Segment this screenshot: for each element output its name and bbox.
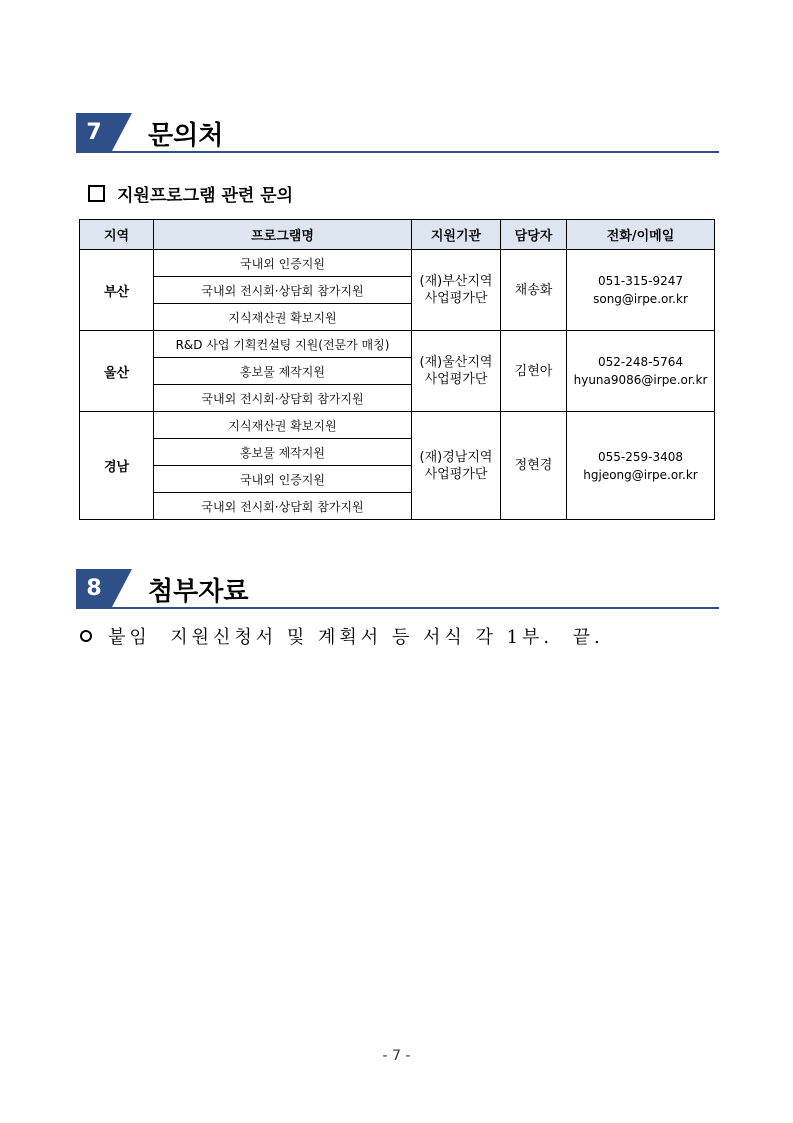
manager-cell: 김현아 bbox=[501, 331, 567, 412]
phone-number: 051-315-9247 bbox=[597, 274, 683, 288]
attachment-line bbox=[80, 623, 604, 649]
section-number: 8 bbox=[76, 569, 112, 607]
email-link[interactable]: song@irpe.or.kr bbox=[593, 292, 688, 306]
contact-cell bbox=[567, 412, 715, 520]
section-title: 문의처 bbox=[148, 121, 224, 151]
agency-name: (재)부산지역 bbox=[419, 274, 493, 289]
contact-cell bbox=[567, 331, 715, 412]
table-row bbox=[80, 412, 715, 439]
subheading-text: 지원프로그램 관련 문의 bbox=[117, 186, 294, 206]
program-cell: 국내외 전시회·상담회 참가지원 bbox=[154, 493, 412, 520]
section-title: 첨부자료 bbox=[148, 577, 249, 607]
region-cell: 부산 bbox=[80, 250, 154, 331]
header-agency: 지원기관 bbox=[412, 220, 501, 250]
checkbox-icon bbox=[88, 185, 105, 202]
agency-cell bbox=[412, 412, 501, 520]
section-divider bbox=[76, 607, 719, 609]
attachment-text: 붙임 지원신청서 및 계획서 등 서식 각 1부. 끝. bbox=[108, 627, 604, 648]
phone-number: 055-259-3408 bbox=[597, 449, 683, 464]
program-cell: 국내외 인증지원 bbox=[154, 466, 412, 493]
phone-number: 052-248-5764 bbox=[597, 355, 683, 369]
program-cell: R&D 사업 기획컨설팅 지원(전문가 매칭) bbox=[154, 331, 412, 358]
agency-name: (재)울산지역 bbox=[419, 355, 493, 370]
program-cell: 홍보물 제작지원 bbox=[154, 358, 412, 385]
section-header-attachments bbox=[76, 569, 719, 609]
email-link[interactable]: hgjeong@irpe.or.kr bbox=[583, 467, 698, 482]
header-region: 지역 bbox=[80, 220, 154, 250]
section-number: 7 bbox=[76, 113, 112, 151]
section-header-contact bbox=[76, 113, 719, 153]
agency-cell bbox=[412, 250, 501, 331]
program-cell: 지식재산권 확보지원 bbox=[154, 412, 412, 439]
program-cell: 국내외 전시회·상담회 참가지원 bbox=[154, 385, 412, 412]
page-number: - 7 - bbox=[382, 1048, 411, 1064]
agency-name: (재)경남지역 bbox=[419, 449, 493, 465]
region-cell: 경남 bbox=[80, 412, 154, 520]
table-row bbox=[80, 331, 715, 358]
circle-bullet-icon bbox=[80, 630, 92, 642]
program-cell: 홍보물 제작지원 bbox=[154, 439, 412, 466]
program-cell: 국내외 인증지원 bbox=[154, 250, 412, 277]
agency-cell bbox=[412, 331, 501, 412]
table-header-row bbox=[80, 220, 715, 250]
email-link[interactable]: hyuna9086@irpe.or.kr bbox=[573, 373, 708, 387]
agency-unit: 사업평가단 bbox=[424, 466, 488, 482]
region-cell: 울산 bbox=[80, 331, 154, 412]
program-cell: 지식재산권 확보지원 bbox=[154, 304, 412, 331]
contact-table bbox=[79, 219, 715, 520]
agency-unit: 사업평가단 bbox=[424, 372, 488, 387]
contact-cell bbox=[567, 250, 715, 331]
agency-unit: 사업평가단 bbox=[424, 291, 488, 306]
subheading bbox=[88, 181, 293, 206]
table-row bbox=[80, 250, 715, 277]
program-cell: 국내외 전시회·상담회 참가지원 bbox=[154, 277, 412, 304]
manager-cell: 정현경 bbox=[501, 412, 567, 520]
section-divider bbox=[76, 151, 719, 153]
manager-cell: 채송화 bbox=[501, 250, 567, 331]
header-program: 프로그램명 bbox=[154, 220, 412, 250]
header-contact: 전화/이메일 bbox=[567, 220, 715, 250]
header-manager: 담당자 bbox=[501, 220, 567, 250]
